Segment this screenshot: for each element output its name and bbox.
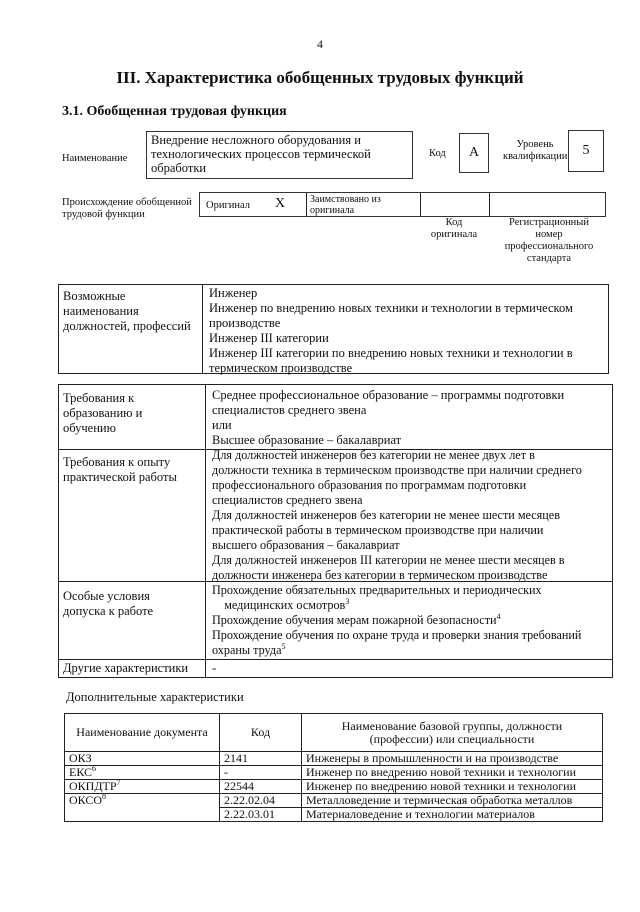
table-row [65, 766, 603, 780]
table-row [65, 752, 603, 766]
function-name-line: обработки [151, 161, 207, 175]
position-line: Инженер III категории по внедрению новых техники и технологии в [209, 346, 573, 360]
education-label-line: образованию и [63, 406, 143, 420]
name-label: Наименование [62, 153, 128, 164]
qualification-label-line: Уровень [516, 139, 554, 150]
code-original-caption [419, 217, 489, 241]
row-doc [65, 794, 220, 808]
special-conditions-label [59, 587, 213, 621]
section-title: III. Характеристика обобщенных трудовых функций [116, 68, 524, 87]
subsection-title: 3.1. Обобщенная трудовая функция [62, 104, 287, 119]
table-row [65, 780, 603, 794]
borrowed-label-line: Заимствовано из [310, 194, 381, 205]
additional-title: Дополнительные характеристики [66, 690, 244, 704]
experience-label-line: практической работы [63, 470, 177, 484]
experience-line: должности техника в термическом производстве при наличии среднего [212, 463, 582, 477]
additional-table [64, 713, 603, 822]
experience-text [206, 447, 622, 584]
borrowed-label [310, 194, 381, 216]
borrowed-label-line: оригинала [310, 205, 355, 216]
row-name: Материаловедение и технологии материалов [302, 808, 603, 822]
row-doc-text: ОКЗ [69, 751, 92, 765]
row-doc-text: ОКПДТР [69, 779, 117, 793]
code-original-caption-line: Код [445, 217, 463, 228]
special-line-text: охраны труда [212, 643, 282, 657]
special-conditions-text [206, 582, 622, 659]
experience-line: профессионального образования по программам подготовки [212, 478, 527, 492]
function-name-line: Внедрение несложного оборудования и [151, 133, 361, 147]
original-mark: X [275, 196, 286, 211]
function-name-box [146, 131, 413, 179]
special-line-text: Прохождение обучения мерам пожарной безопасности [212, 613, 497, 627]
education-label-line: Требования к [63, 391, 135, 405]
row-doc [65, 780, 220, 794]
original-label: Оригинал [206, 200, 250, 211]
position-line: Инженер [209, 286, 258, 300]
footnote-ref: 6 [92, 764, 97, 773]
education-line: специалистов среднего звена [212, 403, 367, 417]
position-line: производстве [209, 316, 281, 330]
education-line: Высшее образование – бакалавриат [212, 433, 402, 447]
positions-label [59, 287, 210, 336]
header-code: Код [220, 714, 302, 752]
experience-line: Для должностей инженеров без категории не менее двух лет в [212, 448, 535, 462]
header-doc: Наименование документа [65, 714, 220, 752]
footnote-ref: 3 [345, 596, 350, 606]
experience-label [59, 453, 213, 487]
code-value-box: А [459, 133, 489, 173]
origin-table [199, 192, 606, 217]
table-header-row [65, 714, 603, 752]
row-code: 2.22.03.01 [220, 808, 302, 822]
qualification-value-box: 5 [568, 130, 604, 172]
qualification-label [503, 139, 567, 163]
origin-label-line: Происхождение обобщенной [62, 197, 192, 208]
positions-table [58, 284, 609, 374]
header-name-line: Наименование базовой группы, должности [341, 718, 563, 733]
education-label [59, 389, 213, 438]
row-code: - [220, 766, 302, 780]
experience-line: специалистов среднего звена [212, 493, 363, 507]
table-row [65, 794, 603, 808]
education-label-line: обучению [63, 421, 116, 435]
position-line: термическом производстве [209, 361, 353, 375]
experience-line: практической работы в термическом производстве при наличии [212, 523, 544, 537]
special-line [212, 643, 616, 658]
registration-caption-line: стандарта [526, 253, 572, 264]
footnote-ref: 4 [496, 611, 501, 621]
special-conditions-label-line: Особые условия [63, 589, 150, 603]
registration-caption [494, 217, 604, 265]
education-line: Среднее профессиональное образование – программы подготовки [212, 388, 565, 402]
requirements-table [58, 384, 613, 678]
positions-label-line: должностей, профессий [63, 319, 191, 333]
table-row [65, 808, 603, 822]
page-number: 4 [317, 37, 323, 51]
special-line [212, 598, 616, 613]
experience-line: Для должностей инженеров без категории не менее шести месяцев [212, 508, 560, 522]
row-doc [65, 752, 220, 766]
row-doc-text: ЕКС [69, 765, 93, 779]
row-code: 22544 [220, 780, 302, 794]
position-line: Инженер по внедрению новых техники и технологии в термическом [209, 301, 573, 315]
experience-line: должности инженера без категории в термическом производстве [212, 568, 548, 582]
positions-list [203, 285, 615, 377]
special-line-text: медицинских осмотров [224, 598, 346, 612]
row-doc-text: ОКСО [69, 793, 103, 807]
code-original-caption-line: оригинала [430, 229, 478, 240]
origin-label-line: трудовой функции [62, 209, 145, 220]
function-name-line: технологических процессов термической [151, 147, 371, 161]
row-name: Инженер по внедрению новой техники и технологии [302, 780, 603, 794]
row-doc [65, 766, 220, 780]
education-line: или [212, 418, 232, 432]
origin-label [62, 197, 192, 221]
row-name: Инженер по внедрению новой техники и технологии [302, 766, 603, 780]
other-characteristics-label: Другие характеристики [63, 661, 189, 675]
row-name: Металловедение и термическая обработка металлов [302, 794, 603, 808]
special-conditions-label-line: допуска к работе [63, 604, 154, 618]
experience-line: высшего образования – бакалавриат [212, 538, 400, 552]
positions-label-line: наименования [63, 304, 139, 318]
position-line: Инженер III категории [209, 331, 329, 345]
row-name: Инженеры в промышленности и на производстве [302, 752, 603, 766]
code-label: Код [429, 148, 446, 159]
education-text [206, 387, 618, 449]
row-doc [65, 808, 220, 822]
footnote-ref: 5 [281, 641, 286, 651]
special-line: Прохождение обучения по охране труда и проверки знания требований [212, 628, 582, 642]
header-name [302, 714, 603, 752]
positions-label-line: Возможные [63, 289, 126, 303]
special-line [212, 613, 616, 628]
footnote-ref: 7 [116, 778, 121, 787]
footnote-ref: 8 [102, 792, 107, 801]
header-name-line: (профессии) или специальности [369, 731, 535, 746]
qualification-label-line: квалификации [503, 151, 568, 162]
special-line: Прохождение обязательных предварительных и периодических [212, 583, 542, 597]
row-code: 2141 [220, 752, 302, 766]
registration-caption-line: Регистрационный [509, 217, 589, 228]
registration-caption-line: профессионального [504, 241, 594, 252]
row-code: 2.22.02.04 [220, 794, 302, 808]
other-characteristics-value: - [212, 661, 217, 675]
experience-label-line: Требования к опыту [63, 455, 171, 469]
registration-caption-line: номер [535, 229, 563, 240]
experience-line: Для должностей инженеров III категории не менее шести месяцев в [212, 553, 565, 567]
